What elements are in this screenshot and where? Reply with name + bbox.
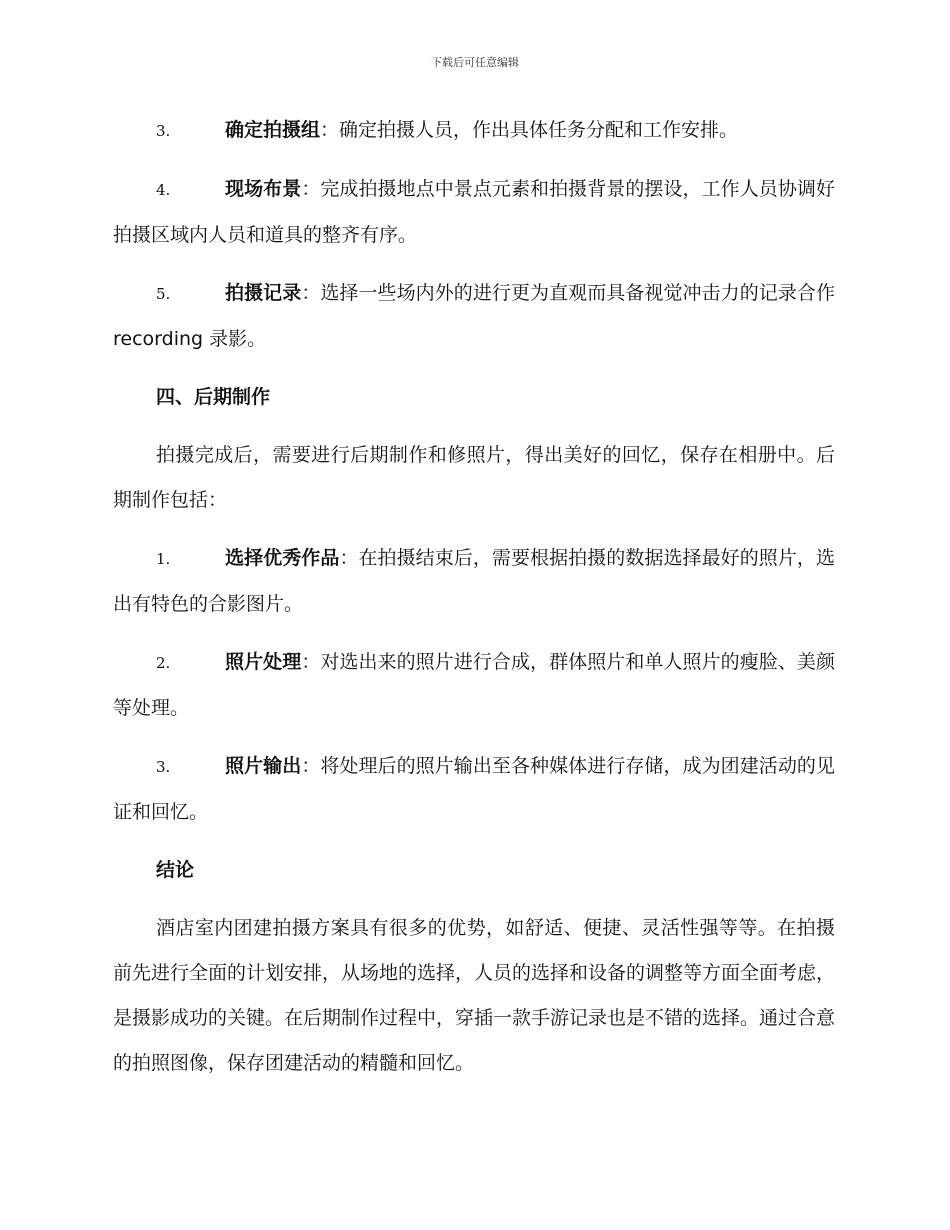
conclusion-paragraph: 酒店室内团建拍摄方案具有很多的优势，如舒适、便捷、灵活性强等等。在拍摄前先进行全面的计划安排，从场地的选择，人员的选择和设备的调整等方面全面考虑，是摄影成功的关键。在后期制作过程中，穿插一款手游记录也是不错的选择。通过合意的拍照图像，保存团建活动的精髓和回忆。 [113,917,836,1074]
list-item-term: 确定拍摄组 [225,119,321,141]
section-intro-paragraph: 拍摄完成后，需要进行后期制作和修照片，得出美好的回忆，保存在相册中。后期制作包括： [113,444,835,511]
list-item-text: ：在拍摄结束后，需要根据拍摄的数据选择最好的照片，选出有特色的合影图片。 [113,547,835,615]
list-item-number: 1. [156,550,171,568]
document-body [113,108,835,1099]
list-item-text: ：完成拍摄地点中景点元素和拍摄背景的摆设，工作人员协调好拍摄区域内人员和道具的整齐有序。 [113,178,835,246]
list-item-term: 拍摄记录 [225,282,302,304]
list-item [113,167,835,258]
list-item-number: 5. [156,285,171,303]
list-item-number: 3. [156,758,171,776]
list-item [113,108,835,154]
list-item-term: 现场布景 [225,178,302,200]
list-item-text: ：选择一些场内外的进行更为直观而具备视觉冲击力的记录合作 recording 录影。 [113,282,835,350]
list-item [113,536,835,627]
list-item [113,744,835,835]
list-item-term: 照片输出 [225,755,302,777]
list-item-term: 选择优秀作品 [225,547,340,569]
list-item-number: 4. [156,181,171,199]
list-item [113,271,835,362]
list-item-text: ：将处理后的照片输出至各种媒体进行存储，成为团建活动的见证和回忆。 [113,755,835,823]
list-item-number: 3. [156,122,171,140]
conclusion-heading: 结论 [156,859,195,881]
list-item [113,640,835,731]
list-item-term: 照片处理 [225,651,302,673]
list-item-number: 2. [156,654,171,672]
section-heading: 四、后期制作 [156,386,271,408]
list-item-text: ：确定拍摄人员，作出具体任务分配和工作安排。 [320,119,739,141]
list-item-text: ：对选出来的照片进行合成，群体照片和单人照片的瘦脸、美颜等处理。 [113,651,835,719]
page-header-note: 下载后可任意编辑 [431,56,519,69]
